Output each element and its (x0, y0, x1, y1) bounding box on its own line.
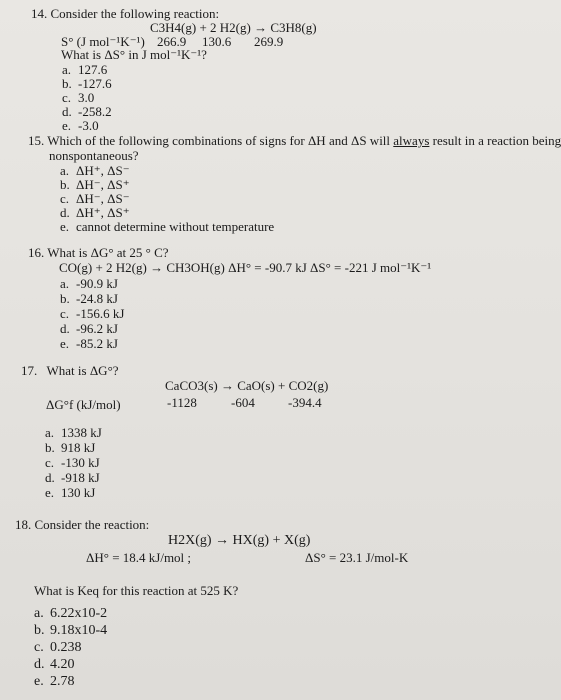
q14-s-value-1: 266.9 (157, 34, 187, 49)
q17-header (21, 363, 119, 378)
q14-s-value-2: 130.6 (202, 34, 232, 49)
q15-always: always (393, 133, 430, 148)
q17-option-a[interactable]: a. 1338 kJ (45, 425, 102, 440)
q18-delta-h: ΔH° = 18.4 kJ/mol ; (86, 550, 192, 565)
q14-number: 14. (31, 6, 48, 21)
q16-header (28, 245, 169, 260)
q15-number: 15. (28, 133, 45, 148)
q14-s-label: S° (J mol⁻¹K⁻¹) (61, 34, 145, 49)
q17-g-value-1: -1128 (167, 395, 197, 410)
q16-option-d[interactable]: d. -96.2 kJ (60, 321, 118, 336)
q14-s-value-3: 269.9 (254, 34, 284, 49)
q18-option-c[interactable]: c. 0.238 (34, 640, 82, 655)
q16-question: What is ΔG° at 25 ° C? (47, 245, 169, 260)
q17-option-e[interactable]: e. 130 kJ (45, 485, 96, 500)
q16-option-c[interactable]: c. -156.6 kJ (60, 306, 125, 321)
q16-number: 16. (28, 245, 45, 260)
q15-option-d[interactable]: d. ΔH⁺, ΔS⁺ (60, 205, 130, 220)
q17-g-value-2: -604 (231, 395, 255, 410)
q15-option-b[interactable]: b. ΔH⁻, ΔS⁺ (60, 177, 130, 192)
q18-reaction: H2X(g) → HX(g) + X(g) (168, 533, 311, 548)
q15-option-e[interactable]: e. cannot determine without temperature (60, 219, 275, 234)
q17-number: 17. (21, 363, 38, 378)
q16-option-b[interactable]: b. -24.8 kJ (60, 291, 118, 306)
q15-option-a[interactable]: a. ΔH⁺, ΔS⁻ (60, 163, 130, 178)
q17-reaction: CaCO3(s) → CaO(s) + CO2(g) (165, 378, 329, 393)
q14-reaction: C3H4(g) + 2 H2(g) → C3H8(g) (150, 20, 317, 35)
q17-option-d[interactable]: d. -918 kJ (45, 470, 100, 485)
q16-option-e[interactable]: e. -85.2 kJ (60, 336, 118, 351)
q18-option-b[interactable]: b. 9.18x10-4 (34, 623, 108, 638)
q17-option-c[interactable]: c. -130 kJ (45, 455, 100, 470)
q14-question: What is ΔS° in J mol⁻¹K⁻¹? (61, 47, 207, 62)
q18-option-e[interactable]: e. 2.78 (34, 674, 75, 689)
q18-number: 18. (15, 517, 32, 532)
q18-header (15, 517, 149, 532)
q14-header (31, 6, 219, 21)
q14-option-e[interactable]: e. -3.0 (62, 118, 99, 133)
q18-option-a[interactable]: a. 6.22x10-2 (34, 606, 108, 621)
q17-option-b[interactable]: b. 918 kJ (45, 440, 96, 455)
q14-option-d[interactable]: d. -258.2 (62, 104, 112, 119)
q17-question: What is ΔG°? (46, 363, 119, 378)
q18-question: What is Keq for this reaction at 525 K? (34, 583, 239, 598)
q18-prompt: Consider the reaction: (34, 517, 150, 532)
q17-g-label: ΔG°f (kJ/mol) (46, 397, 121, 412)
q18-delta-s: ΔS° = 23.1 J/mol-K (305, 550, 409, 565)
q15-option-c[interactable]: c. ΔH⁻, ΔS⁻ (60, 191, 130, 206)
q14-option-c[interactable]: c. 3.0 (62, 90, 95, 105)
q18-option-d[interactable]: d. 4.20 (34, 657, 75, 672)
q15-line1: 15. Which of the following combinations of signs for ΔH and ΔS will always result in a reaction being (28, 133, 561, 148)
q17-g-value-3: -394.4 (288, 395, 322, 410)
q14-option-b[interactable]: b. -127.6 (62, 76, 112, 91)
q15-line2: nonspontaneous? (49, 148, 139, 163)
q16-option-a[interactable]: a. -90.9 kJ (60, 276, 118, 291)
q14-option-a[interactable]: a. 127.6 (62, 62, 108, 77)
q16-reaction: CO(g) + 2 H2(g) → CH3OH(g) ΔH° = -90.7 kJ ΔS° = -221 J mol⁻¹K⁻¹ (59, 260, 432, 275)
q14-prompt: Consider the following reaction: (50, 6, 220, 21)
